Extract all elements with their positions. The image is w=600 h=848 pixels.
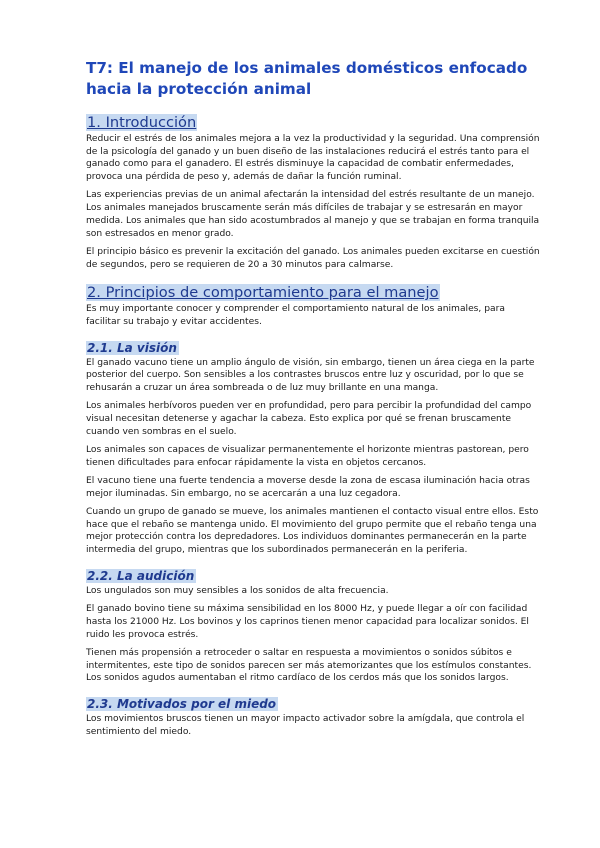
paragraph: Los animales herbívoros pueden ver en profundidad, pero para percibir la profundidad del campo visual necesitan detenerse y agachar la cabeza. Esto explica por qué se frenan bruscamente cuando ven sombras en el suelo. [86, 401, 532, 437]
paragraph: Reducir el estrés de los animales mejora a la vez la productividad y la seguridad. Una comprensión de la psicología del ganado y un buen diseño de las instalaciones reducirá el estrés tanto para el ganado como para el ganadero. El estrés disminuye la capacidad de combatir enfermedades, provoca una pérdida de peso y, además de dañar la función ruminal. [86, 134, 540, 183]
paragraph: Los ungulados son muy sensibles a los sonidos de alta frecuencia. [86, 585, 389, 596]
paragraph: El principio básico es prevenir la excitación del ganado. Los animales pueden excitarse en cuestión de segundos, pero se requieren de 20 a 30 minutos para calmarse. [86, 246, 540, 270]
paragraph: Tienen más propensión a retroceder o saltar en respuesta a movimientos o sonidos súbitos e intermitentes, este tipo de sonidos parecen ser más atemorizantes que los estímulos constantes. Los sonidos agudos aumentaban el ritmo cardíaco de los cerdos más que los sonidos largos. [86, 647, 532, 684]
subsection-heading-text: 2.1. La visión [87, 340, 177, 355]
paragraph: El ganado vacuno tiene un amplio ángulo de visión, sin embargo, tienen un área ciega en la parte posterior del cuerpo. Son sensibles a los contrastes bruscos entre luz y oscuridad, por lo que se rehusarán a cruzar un área sombreada o de luz muy brillante en una manga. [86, 357, 535, 394]
paragraph: El vacuno tiene una fuerte tendencia a moverse desde la zona de escasa iluminación hacia otras mejor iluminadas. Sin embargo, no se acercarán a una luz cegadora. [86, 476, 530, 499]
paragraph: Los animales son capaces de visualizar permanentemente el horizonte mientras pastorean, pero tienen dificultades para enfocar rápidamente la vista en objetos cercanos. [86, 445, 529, 468]
subsection-heading-audicion [86, 568, 542, 584]
section-heading-introduccion [86, 114, 542, 132]
document-page [86, 58, 542, 744]
paragraph: Los movimientos bruscos tienen un mayor impacto activador sobre la amígdala, que controla el sentimiento del miedo. [86, 713, 525, 737]
subsection-heading-miedo [86, 696, 542, 712]
section-heading-text: 2. Principios de comportamiento para el manejo [87, 284, 439, 302]
document-title: T7: El manejo de los animales domésticos enfocado hacia la protección animal [86, 59, 528, 98]
subsection-heading-text: 2.3. Motivados por el miedo [87, 696, 277, 711]
paragraph: Las experiencias previas de un animal afectarán la intensidad del estrés resultante de un manejo. Los animales manejados bruscamente serán más difíciles de trabajar y se estresarán en mayor medida. Los animales que han sido acostumbrados al manejo y que se trabajan en forma tranquila son estresados en menor grado. [86, 190, 540, 239]
section-heading-text: 1. Introducción [87, 114, 197, 131]
section-heading-principios [86, 284, 542, 302]
subsection-heading-vision [86, 340, 542, 356]
paragraph: Es muy importante conocer y comprender el comportamiento natural de los animales, para facilitar su trabajo y evitar accidentes. [86, 304, 505, 327]
paragraph: El ganado bovino tiene su máxima sensibilidad en los 8000 Hz, y puede llegar a oír con facilidad hasta los 21000 Hz. Los bovinos y los caprinos tienen menor capacidad para localizar sonidos. El ruido les provoca estrés. [86, 604, 529, 640]
paragraph: Cuando un grupo de ganado se mueve, los animales mantienen el contacto visual entre ellos. Esto hace que el rebaño se mantenga unido. El movimiento del grupo permite que el rebaño tenga una mejor protección contra los depredadores. Los individuos dominantes permanecerán en la parte intermedia del grupo, mientras que los subordinados permanecerán en la periferia. [86, 507, 539, 556]
subsection-heading-text: 2.2. La audición [87, 568, 195, 583]
